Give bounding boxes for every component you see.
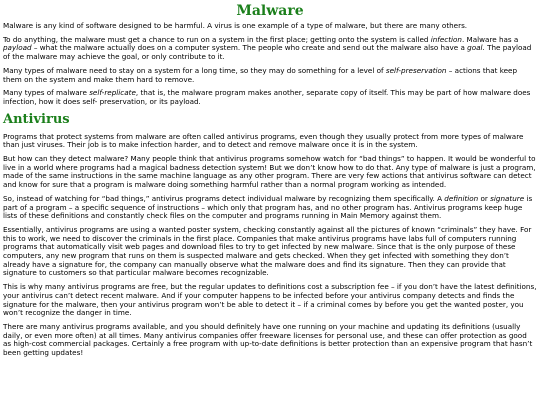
antivirus-paragraph-4: Essentially, antivirus programs are using a wanted poster system, checking constantly against all the pictures of known “criminals” they have. For this to work, we need to discover the criminals in the first place. Companies that make antivirus programs have labs full of computers running programs that automatically visit web pages and download files to try to get infected by new malware. Since that is the only purpose of these computers, any new program that runs on them is suspected malware and gets checked. When they get infected with something they don’t already have a signature for, the company can manually observe what the malware does and find its signature. Then they can provide that signature to customers so that particular malware becomes recognizable. [3, 224, 532, 278]
malware-paragraph-1: Malware is any kind of software designed to be harmful. A virus is one example of a type of malware, but there are many others. [3, 21, 468, 30]
malware-paragraph-3: Many types of malware need to stay on a system for a long time, so they may do something for a level of self-preservation – actions that keep them on the system and make them hard to remove. [3, 65, 518, 84]
antivirus-paragraph-5: This is why many antivirus programs are free, but the regular updates to definitions cost a subscription fee – if you don’t have the latest definitions, your antivirus can’t detect recent malware. And if your computer happens to be infected before your antivirus company detects and finds the signature for the malware, then your antivirus program won’t be able to detect it – if a criminal comes by before you get the wanted poster, you won’t recognize the danger in time. [3, 282, 537, 318]
antivirus-paragraph-6: There are many antivirus programs available, and you should definitely have one running on your machine and updating its definitions (usually daily, or even more often) at all times. Many antivirus companies offer freeware licenses for personal use, and these can offer protection as good as high-cost commercial packages. Certainly a free program with up-to-date definitions is better protection than an expensive program that hasn’t been getting updates! [3, 321, 533, 358]
document-page [3, 2, 537, 363]
antivirus-paragraph-2: But how can they detect malware? Many people think that antivirus programs somehow watch for “bad things” to happen. It would be wonderful to live in a world where programs had a magical badness detection system! But we don’t know how to do that. Any type of malware is just a program, made of the same instructions in the same machine language as any other program. There are very few actions that antivirus software can detect and know for sure that a program is malware doing something harmful rather than a normal program working as intended. [3, 154, 536, 190]
antivirus-paragraph-3: So, instead of watching for “bad things,” antivirus programs detect individual malware by recognizing them specifically. A definition or signature is part of a program – a specific sequence of instructions – which only that program has, and no other program has. Antivirus programs keep huge lists of these definitions and constantly check files on the computer and programs running in Main Memory against them. [3, 193, 533, 221]
emphasized-term: definition [444, 193, 479, 203]
malware-paragraph-2: To do anything, the malware must get a chance to run on a system in the first place; getting onto the system is called infection. Malware has a payload – what the malware actually does on a computer system. The people who create and send out the malware also have a goal. The payload of the malware may achieve the goal, or only contribute to it. [3, 34, 532, 62]
emphasized-term: signature [490, 193, 525, 203]
antivirus-heading: Antivirus [3, 111, 70, 127]
malware-paragraph-4: Many types of malware self-replicate, that is, the malware program makes another, separate copy of itself. This may be part of how malware does infection, how it does self- preservation, or its payload. [3, 88, 531, 106]
emphasized-term: goal [467, 43, 483, 53]
malware-heading: Malware [236, 3, 304, 19]
emphasized-term: self-replicate [89, 88, 136, 98]
emphasized-term: self-preservation [385, 65, 447, 75]
emphasized-term: payload [3, 43, 32, 53]
emphasized-term: infection [430, 34, 462, 44]
antivirus-paragraph-1: Programs that protect systems from malware are often called antivirus programs, even though they usually protect from more types of malware than just viruses. Their job is to make infection harder, and to detect and remove malware once it is in the system. [3, 131, 524, 150]
